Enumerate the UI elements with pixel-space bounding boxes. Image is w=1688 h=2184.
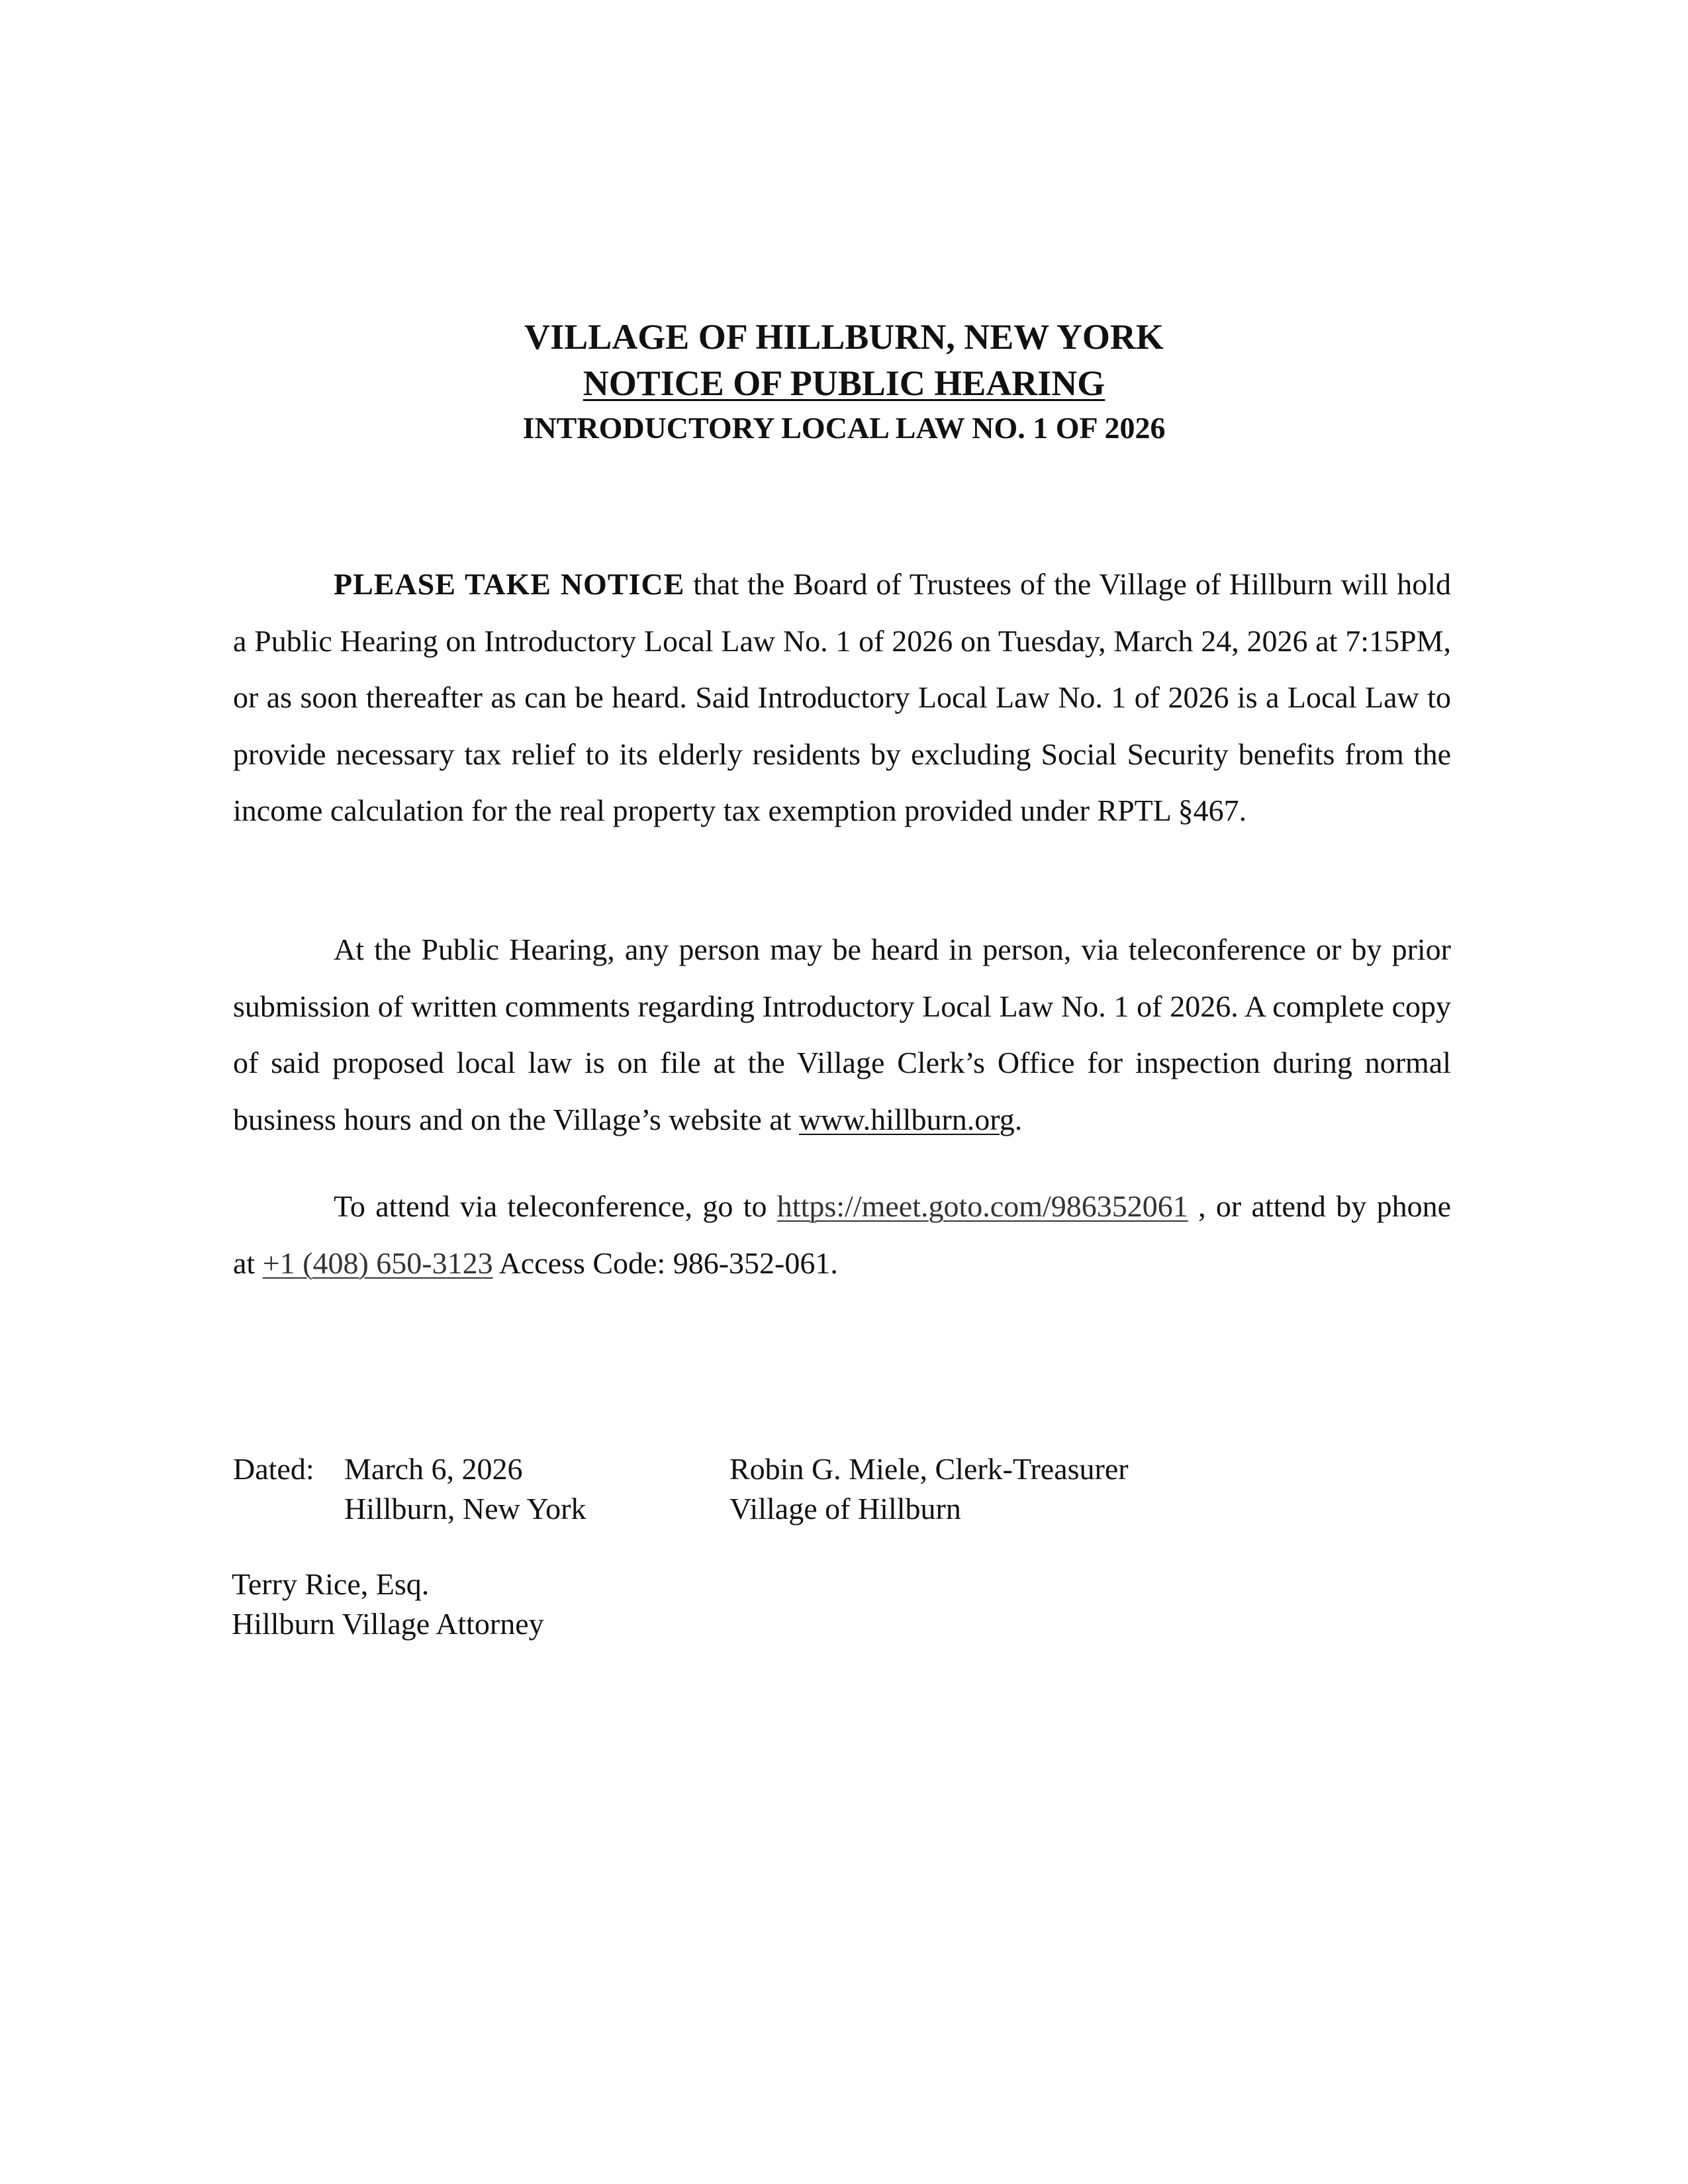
teleconference-paragraph bbox=[233, 1178, 1451, 1291]
hearing-body: At the Public Hearing, any person may be heard in person, via teleconference or by prior submission of written comments regarding Introductory Local Law No. 1 of 2026. A complete copy of said proposed local law is on file at the Village Clerk’s Office for inspection during normal business hours and on the Village’s website at bbox=[233, 933, 1451, 1136]
clerk-name: Robin G. Miele, Clerk-Treasurer bbox=[729, 1452, 1129, 1486]
dated-label: Dated: bbox=[233, 1452, 314, 1486]
clerk-signature bbox=[729, 1449, 1129, 1529]
dated-place: Hillburn, New York bbox=[344, 1492, 586, 1525]
notice-paragraph bbox=[233, 556, 1451, 839]
hearing-end: . bbox=[1014, 1102, 1023, 1136]
teleconference-mid: , or attend by phone at bbox=[233, 1189, 1451, 1280]
phone-link[interactable]: +1 (408) 650-3123 bbox=[262, 1246, 493, 1280]
dated-block bbox=[344, 1449, 586, 1529]
website-link[interactable]: www.hillburn.org bbox=[798, 1102, 1015, 1136]
attorney-title: Hillburn Village Attorney bbox=[232, 1607, 544, 1641]
dated-date: March 6, 2026 bbox=[344, 1452, 523, 1486]
hearing-paragraph bbox=[233, 921, 1451, 1148]
notice-lead: PLEASE TAKE NOTICE bbox=[334, 567, 685, 601]
clerk-org: Village of Hillburn bbox=[729, 1492, 961, 1525]
village-title: VILLAGE OF HILLBURN, NEW YORK bbox=[524, 317, 1164, 357]
meeting-link[interactable]: https://meet.goto.com/986352061 bbox=[776, 1189, 1188, 1223]
notice-body: that the Board of Trustees of the Village of Hillburn will hold a Public Hearing on Introductory Local Law No. 1 of 2026 on Tuesday, March 24, 2026 at 7:15PM, or as soon thereafter as can be heard. Said Introductory Local Law No. 1 of 2026 is a Local Law to provide necessary tax relief to its elderly residents by excluding Social Security benefits from the income calculation for the real property tax exemption provided under RPTL §467. bbox=[233, 567, 1451, 827]
attorney-name: Terry Rice, Esq. bbox=[232, 1567, 430, 1601]
teleconference-intro: To attend via teleconference, go to bbox=[334, 1189, 777, 1223]
access-code: Access Code: 986-352-061. bbox=[492, 1246, 838, 1280]
law-title: INTRODUCTORY LOCAL LAW NO. 1 OF 2026 bbox=[522, 411, 1166, 445]
attorney-signature bbox=[232, 1565, 544, 1644]
notice-title-text: NOTICE OF PUBLIC HEARING bbox=[583, 363, 1105, 403]
notice-title bbox=[0, 363, 1688, 404]
